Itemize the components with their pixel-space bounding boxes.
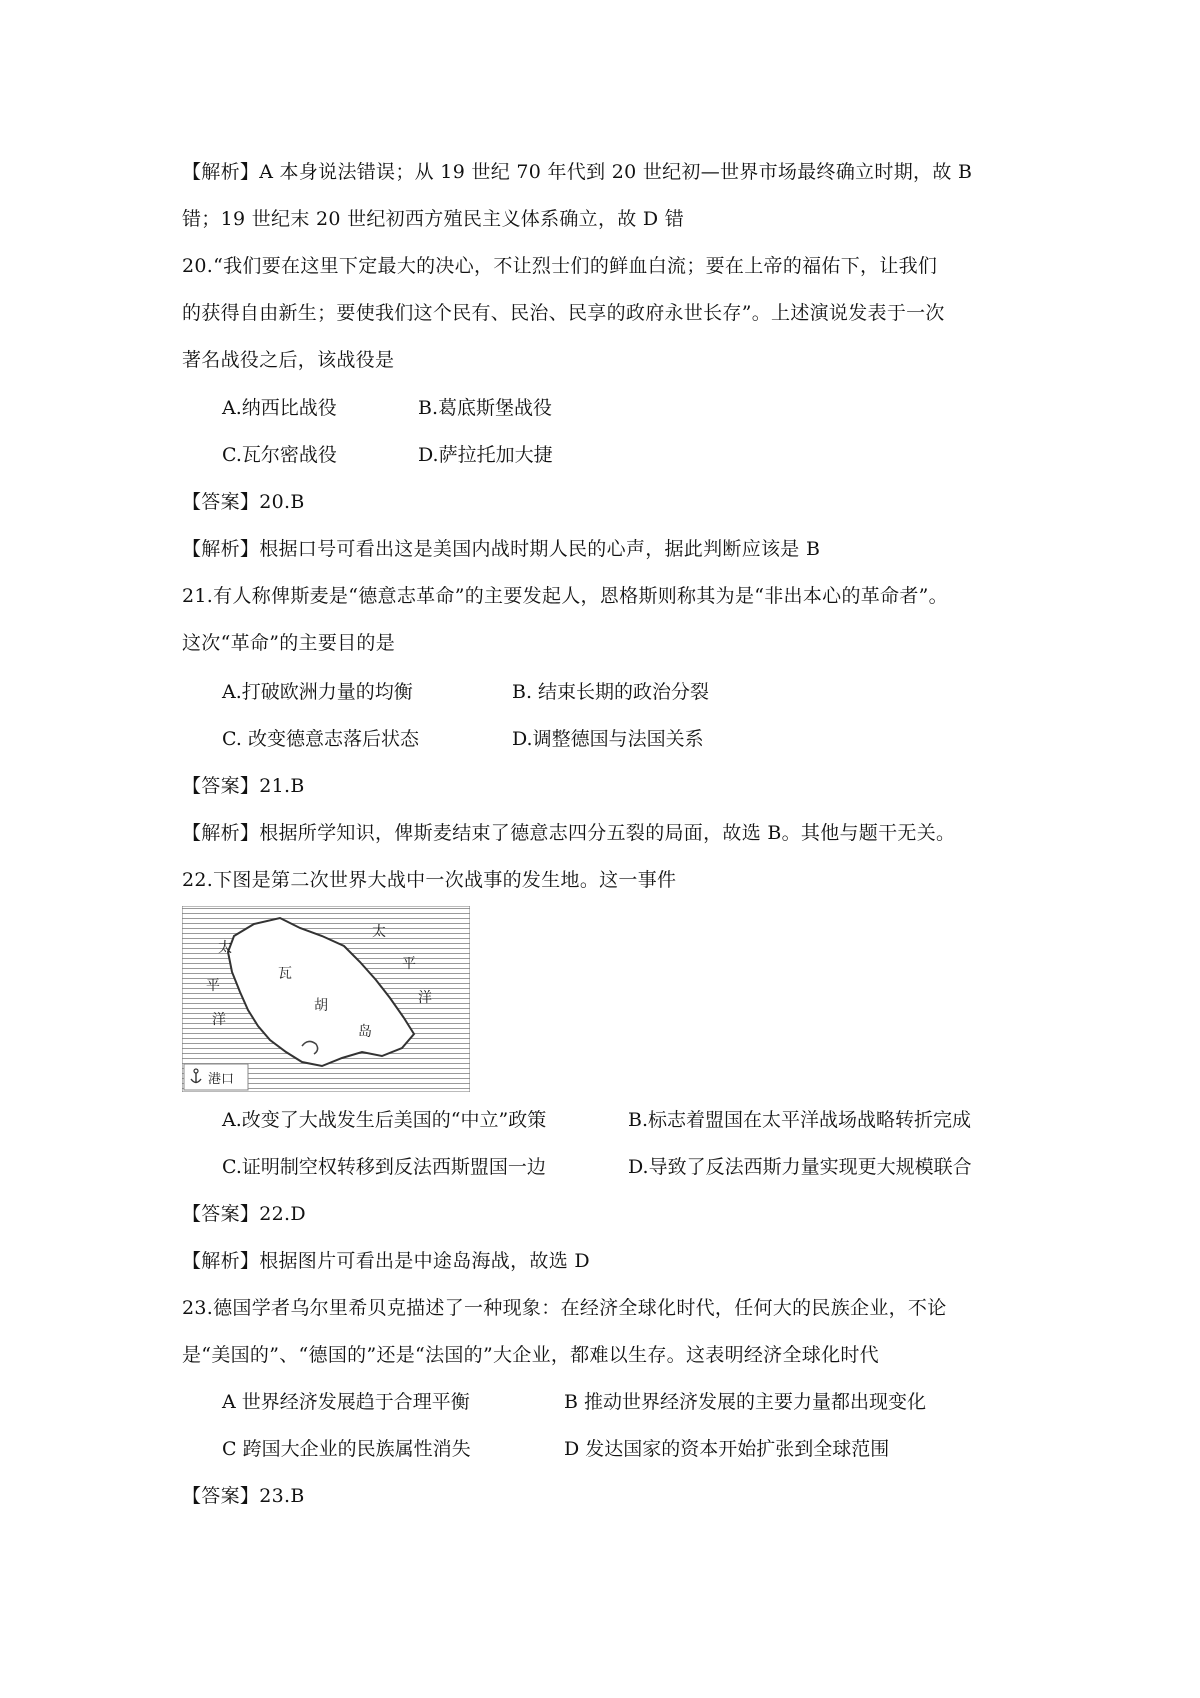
q21-answer: 【答案】21.B xyxy=(182,775,305,797)
q23-option-c: C 跨国大企业的民族属性消失 xyxy=(222,1438,471,1460)
q20-option-b: B.葛底斯堡战役 xyxy=(418,397,553,419)
q22-answer: 【答案】22.D xyxy=(182,1203,306,1225)
q21-option-b: B. 结束长期的政治分裂 xyxy=(512,681,710,703)
map-label-ping2: 平 xyxy=(206,978,220,994)
q22-analysis: 【解析】根据图片可看出是中途岛海战，故选 D xyxy=(182,1250,590,1272)
q23-option-a: A 世界经济发展趋于合理平衡 xyxy=(222,1391,470,1413)
q22-option-c: C.证明制空权转移到反法西斯盟国一边 xyxy=(222,1156,546,1178)
q20-stem-line3: 著名战役之后，该战役是 xyxy=(182,349,395,371)
q20-option-d: D.萨拉托加大捷 xyxy=(418,444,553,466)
q23-option-d: D 发达国家的资本开始扩张到全球范围 xyxy=(564,1438,890,1460)
map-label-yang: 洋 xyxy=(418,990,432,1006)
q22-stem: 22.下图是第二次世界大战中一次战事的发生地。这一事件 xyxy=(182,869,677,891)
q21-option-c: C. 改变德意志落后状态 xyxy=(222,728,419,750)
map-label-wa: 瓦 xyxy=(278,966,292,982)
q20-option-c: C.瓦尔密战役 xyxy=(222,444,337,466)
q23-stem-line1: 23.德国学者乌尔里希贝克描述了一种现象：在经济全球化时代，任何大的民族企业，不论 xyxy=(182,1297,947,1319)
q19-analysis: 【解析】A 本身说法错误；从 19 世纪 70 年代到 20 世纪初—世界市场最终确立时期，故 B xyxy=(182,161,973,183)
map-label-yang2: 洋 xyxy=(212,1012,226,1028)
q23-option-b: B 推动世界经济发展的主要力量都出现变化 xyxy=(564,1391,927,1413)
q20-option-a: A.纳西比战役 xyxy=(222,397,337,419)
q23-stem-line2: 是“美国的”、“德国的”还是“法国的”大企业，都难以生存。这表明经济全球化时代 xyxy=(182,1344,879,1366)
q22-option-d: D.导致了反法西斯力量实现更大规模联合 xyxy=(628,1156,972,1178)
q20-stem-line2: 的获得自由新生；要使我们这个民有、民治、民享的政府永世长存”。上述演说发表于一次 xyxy=(182,302,945,324)
q21-stem-line2: 这次“革命”的主要目的是 xyxy=(182,632,396,654)
q22-option-b: B.标志着盟国在太平洋战场战略转折完成 xyxy=(628,1109,972,1131)
q22-option-a: A.改变了大战发生后美国的“中立”政策 xyxy=(222,1109,547,1131)
map-label-tai2: 太 xyxy=(218,940,232,956)
map-label-dao: 岛 xyxy=(358,1024,372,1040)
q21-analysis: 【解析】根据所学知识，俾斯麦结束了德意志四分五裂的局面，故选 B。其他与题干无关。 xyxy=(182,822,956,844)
q20-answer: 【答案】20.B xyxy=(182,491,305,513)
q20-stem-line1: 20.“我们要在这里下定最大的决心，不让烈士们的鲜血白流；要在上帝的福佑下，让我们 xyxy=(182,255,938,277)
map-label-tai: 太 xyxy=(372,924,386,940)
map-label-ping: 平 xyxy=(402,956,416,972)
q19-analysis-cont: 错；19 世纪末 20 世纪初西方殖民主义体系确立，故 D 错 xyxy=(182,208,685,230)
q21-option-a: A.打破欧洲力量的均衡 xyxy=(222,681,413,703)
map-legend-port: 港口 xyxy=(208,1072,235,1087)
oahu-island-map xyxy=(182,906,470,1092)
map-label-hu: 胡 xyxy=(314,998,328,1014)
q21-option-d: D.调整德国与法国关系 xyxy=(512,728,704,750)
q23-answer: 【答案】23.B xyxy=(182,1485,305,1507)
q21-stem-line1: 21.有人称俾斯麦是“德意志革命”的主要发起人，恩格斯则称其为是“非出本心的革命者”。 xyxy=(182,585,948,607)
q20-analysis: 【解析】根据口号可看出这是美国内战时期人民的心声，据此判断应该是 B xyxy=(182,538,821,560)
